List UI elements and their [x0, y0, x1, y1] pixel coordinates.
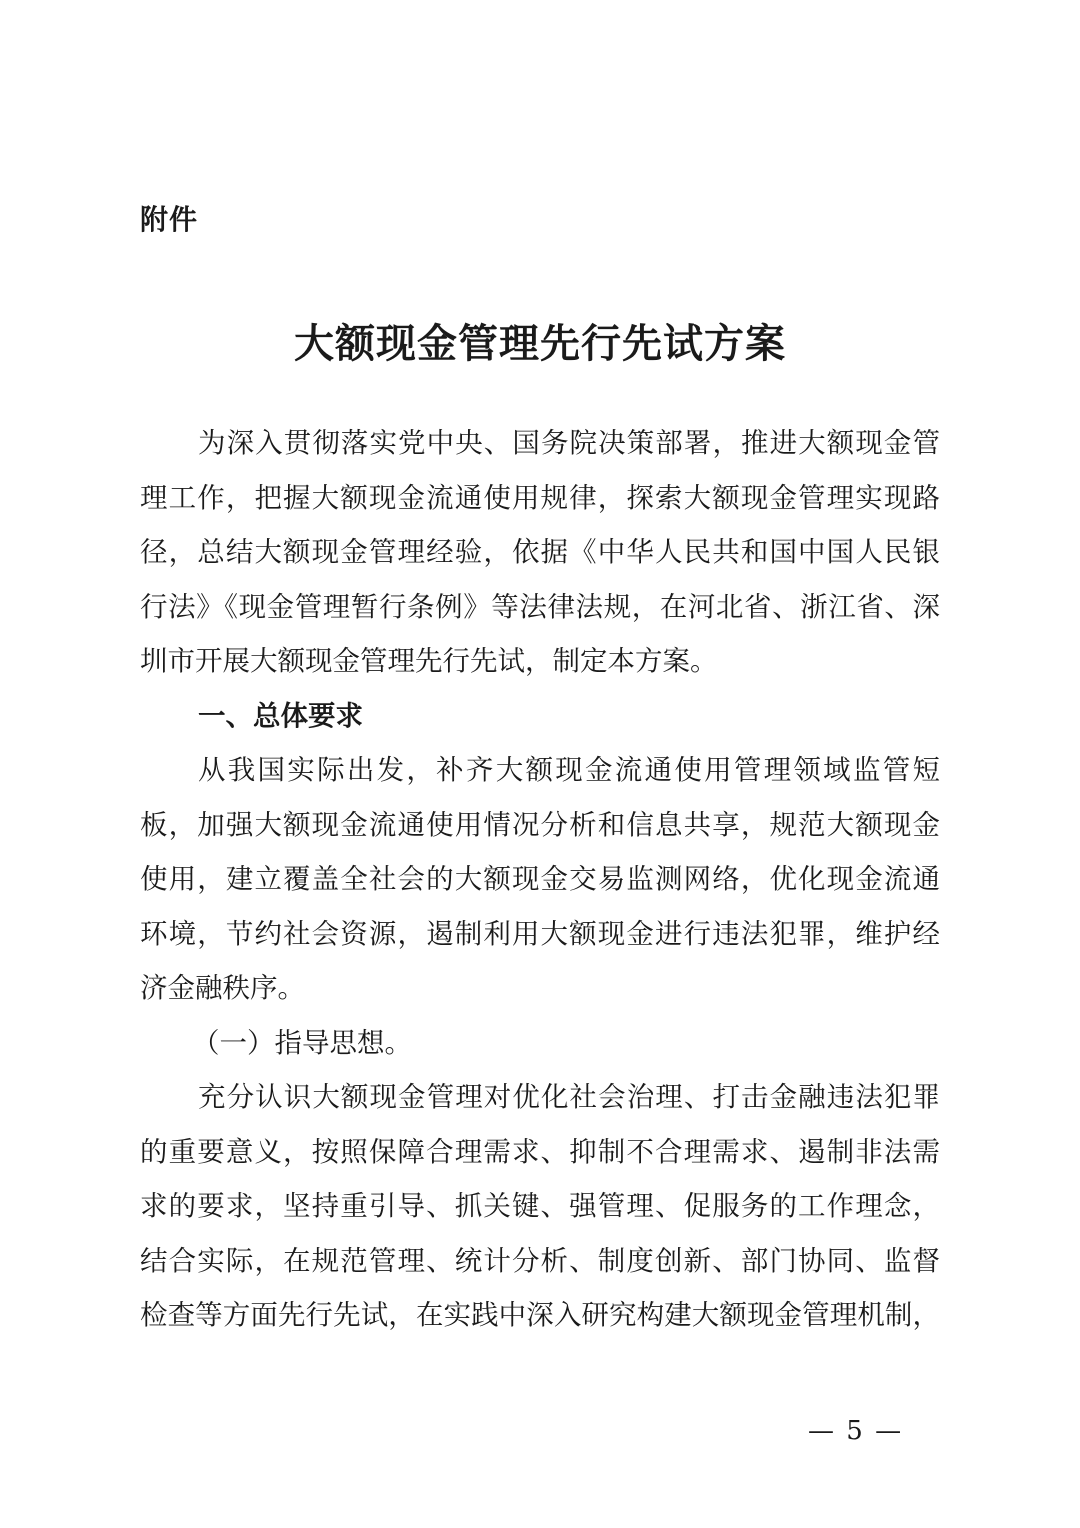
text-line: 充分认识大额现金管理对优化社会治理、打击金融违法犯罪 [198, 1081, 940, 1113]
text-line: 检查等方面先行先试，在实践中深入研究构建大额现金管理机制， [140, 1299, 940, 1331]
text-line: 为深入贯彻落实党中央、国务院决策部署，推进大额现金管 [198, 427, 940, 459]
attachment-label: 附件 [140, 203, 199, 236]
page-number: — 5 — [808, 1416, 904, 1446]
text-line: 的重要意义，按照保障合理需求、抑制不合理需求、遏制非法需 [140, 1135, 940, 1168]
document-title: 大额现金管理先行先试方案 [294, 320, 786, 367]
text-line: 济金融秩序。 [140, 972, 305, 1004]
section-heading: 一、总体要求 [198, 699, 363, 732]
text-line: 环境，节约社会资源，遏制利用大额现金进行违法犯罪，维护经 [140, 917, 940, 950]
text-line: 圳市开展大额现金管理先行先试，制定本方案。 [140, 645, 718, 677]
text-line: 径，总结大额现金管理经验，依据《中华人民共和国中国人民银 [140, 536, 940, 568]
text-line: 使用，建立覆盖全社会的大额现金交易监测网络，优化现金流通 [140, 863, 940, 895]
text-line: 理工作，把握大额现金流通使用规律，探索大额现金管理实现路 [140, 481, 940, 514]
paragraph-section-1 [140, 743, 940, 1016]
text-line: 结合实际，在规范管理、统计分析、制度创新、部门协同、监督 [140, 1244, 940, 1277]
paragraph-intro [140, 416, 940, 689]
text-line: 行法》《现金管理暂行条例》等法律法规，在河北省、浙江省、深 [140, 590, 940, 623]
text-line: 求的要求，坚持重引导、抓关键、强管理、促服务的工作理念， [140, 1190, 940, 1222]
document-body [140, 416, 940, 1343]
subsection-heading: （一）指导思想。 [192, 1026, 412, 1059]
text-line: 从我国实际出发，补齐大额现金流通使用管理领域监管短 [198, 754, 940, 786]
paragraph-subsection-1 [140, 1070, 940, 1343]
text-line: 板，加强大额现金流通使用情况分析和信息共享，规范大额现金 [140, 808, 940, 841]
